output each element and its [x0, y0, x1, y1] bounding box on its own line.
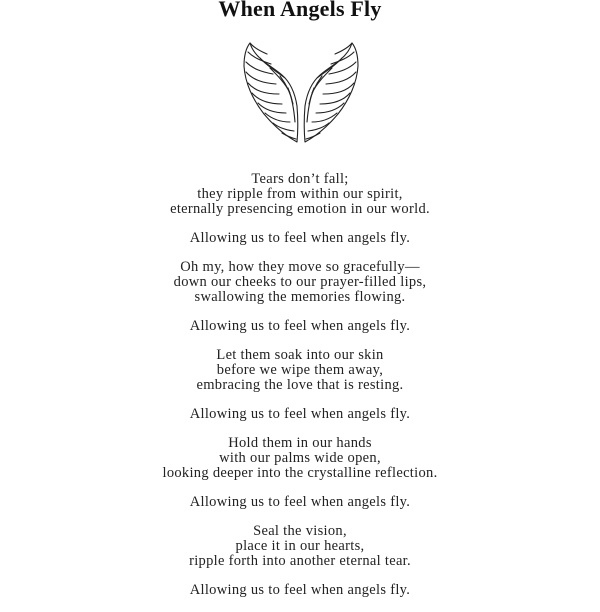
poem-body	[0, 172, 600, 612]
angel-wings-icon	[240, 38, 362, 150]
refrain	[0, 583, 600, 598]
stanza	[0, 436, 600, 481]
poem-line: Let them soak into our skin	[216, 347, 384, 363]
poem-line: Allowing us to feel when angels fly.	[189, 582, 411, 598]
poem-line: Hold them in our hands	[228, 435, 372, 451]
poem-line: with our palms wide open,	[219, 450, 381, 466]
stanza	[0, 348, 600, 393]
poem-line: looking deeper into the crystalline reflection.	[162, 465, 438, 481]
poem-line: eternally presencing emotion in our world.	[170, 201, 430, 217]
stanza	[0, 260, 600, 305]
poem-title: When Angels Fly	[218, 0, 382, 21]
poem-line: embracing the love that is resting.	[196, 377, 404, 393]
poem-line: ripple forth into another eternal tear.	[189, 553, 411, 569]
poem-line: swallowing the memories flowing.	[194, 289, 406, 305]
poem-line: Tears don’t fall;	[251, 171, 349, 187]
poem-line: Allowing us to feel when angels fly.	[189, 230, 411, 246]
refrain	[0, 407, 600, 422]
poem-line: before we wipe them away,	[216, 362, 384, 378]
poem-line: Oh my, how they move so gracefully—	[180, 259, 420, 275]
poem-line: Allowing us to feel when angels fly.	[189, 406, 411, 422]
poem-line: Seal the vision,	[253, 523, 347, 539]
poem-line: down our cheeks to our prayer-filled lips,	[173, 274, 427, 290]
refrain	[0, 319, 600, 334]
refrain	[0, 231, 600, 246]
poem-line: they ripple from within our spirit,	[197, 186, 403, 202]
stanza	[0, 524, 600, 569]
stanza	[0, 172, 600, 217]
poem-line: place it in our hearts,	[235, 538, 365, 554]
poem-line: Allowing us to feel when angels fly.	[189, 318, 411, 334]
refrain	[0, 495, 600, 510]
poem-line: Allowing us to feel when angels fly.	[189, 494, 411, 510]
